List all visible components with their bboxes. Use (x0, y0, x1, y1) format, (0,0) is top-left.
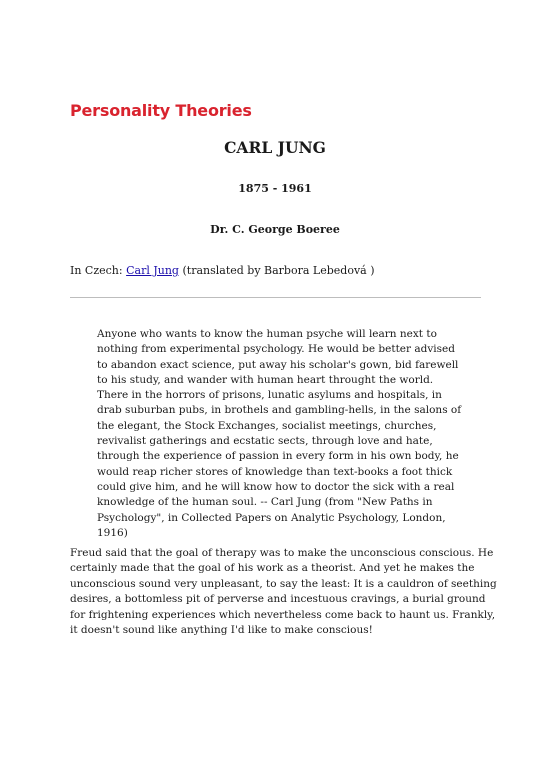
quote-line: There in the horrors of prisons, lunatic asylums and hospitals, in (97, 389, 442, 402)
quote-line: drab suburban pubs, in brothels and gambling-hells, in the salons of (97, 404, 462, 417)
quote-line: through the experience of passion in every form in his own body, he (97, 450, 459, 463)
body-line: unconscious sound very unpleasant, to say the least: It is a cauldron of seething (70, 577, 497, 590)
translation-note (70, 264, 375, 277)
body-line: for frightening experiences which nevertheless come back to haunt us. Frankly, (70, 608, 496, 621)
quote-line: nothing from experimental psychology. He would be better advised (97, 343, 455, 356)
series-brand-title: Personality Theories (70, 101, 252, 120)
body-line: desires, a bottomless pit of perverse and incestuous cravings, a burial ground (70, 593, 486, 606)
quote-line: the elegant, the Stock Exchanges, socialist meetings, churches, (97, 419, 437, 432)
jung-epigraph-quote (97, 327, 467, 541)
quote-line: to abandon exact science, put away his scholar's gown, bid farewell (97, 358, 459, 371)
quote-line: Psychology", in Collected Papers on Analytic Psychology, London, (97, 511, 446, 524)
horizontal-divider (70, 297, 481, 298)
life-dates: 1875 - 1961 (238, 182, 312, 195)
czech-translation-link[interactable]: Carl Jung (126, 264, 179, 277)
translation-prefix: In Czech: (70, 264, 127, 277)
body-line: certainly made that the goal of his work as a theorist. And yet he makes the (70, 562, 475, 575)
author-name: Dr. C. George Boeree (210, 223, 340, 236)
body-paragraph (70, 546, 497, 638)
quote-line: would reap richer stores of knowledge than text-books a foot thick (97, 465, 453, 478)
quote-line: revivalist gatherings and ecstatic sects, through love and hate, (97, 435, 433, 448)
quote-line: knowledge of the human soul. -- Carl Jung (from "New Paths in (97, 496, 433, 509)
quote-line: to his study, and wander with human heart throught the world. (97, 373, 434, 386)
body-line: Freud said that the goal of therapy was to make the unconscious conscious. He (70, 547, 494, 559)
translation-suffix: (translated by Barbora Lebedová ) (178, 264, 375, 277)
page-title: CARL JUNG (224, 138, 326, 157)
body-line: it doesn't sound like anything I'd like to make conscious! (70, 624, 373, 637)
quote-line: could give him, and he will know how to doctor the sick with a real (97, 480, 455, 493)
quote-line: 1916) (97, 526, 128, 539)
quote-line: Anyone who wants to know the human psyche will learn next to (97, 328, 437, 340)
